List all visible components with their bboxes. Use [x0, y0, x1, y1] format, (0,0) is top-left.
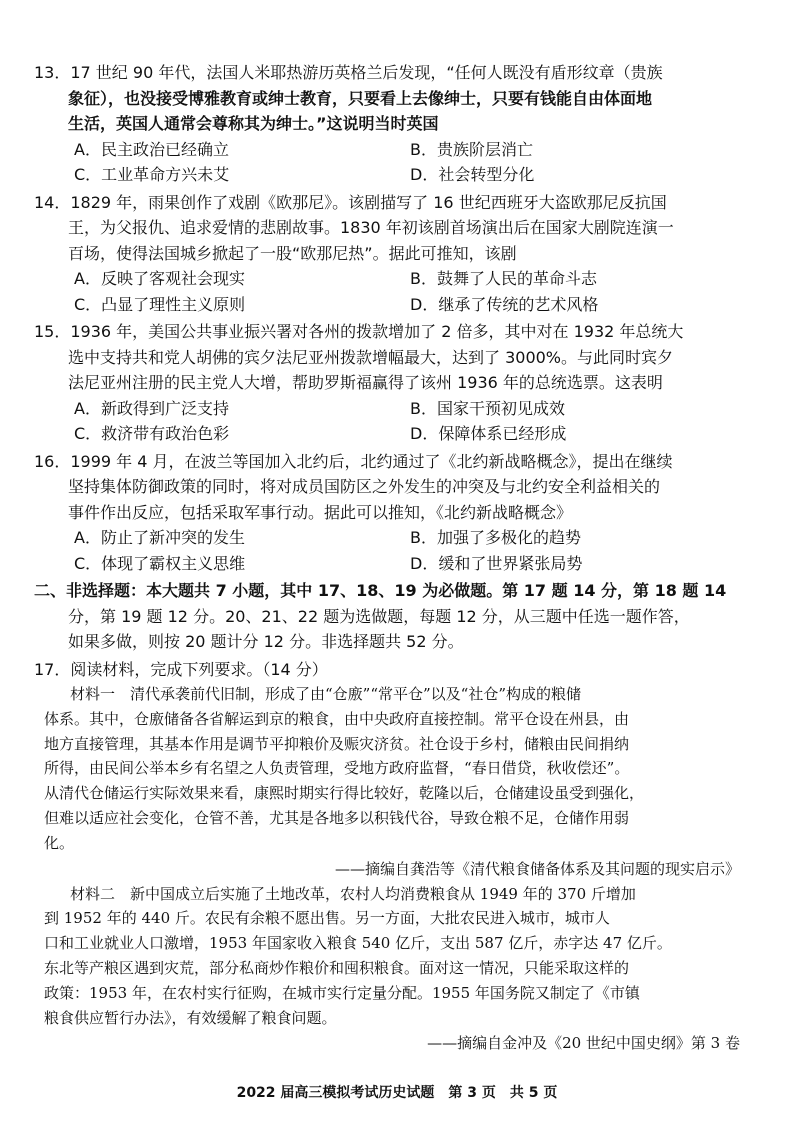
material-2-line: 到 1952 年的 440 斤。农民有余粮不愿出售。另一方面，大批农民进入城市，城市人: [44, 909, 610, 928]
question-15-stem-line-3: 法尼亚州注册的民主党人大增，帮助罗斯福赢得了该州 1936 年的总统选票。这表明: [68, 373, 663, 392]
question-15-stem-line-1: 15．1936 年，美国公共事业振兴署对各州的拨款增加了 2 倍多，其中对在 1932 年总统大: [34, 322, 684, 341]
question-16-stem-line-3: 事件作出反应，包括采取军事行动。据此可以推知，《北约新战略概念》: [68, 502, 573, 522]
material-2-line: 政策：1953 年，在农村实行征购，在城市实行定量分配。1955 年国务院又制定了《市镇: [44, 983, 640, 1002]
option-d: D．保障体系已经形成: [410, 424, 567, 443]
question-15: [34, 319, 746, 447]
option-c: C．工业革命方兴未艾: [74, 165, 230, 184]
option-d: D．社会转型分化: [410, 165, 535, 184]
option-b: B．国家干预初见成效: [410, 398, 565, 418]
option-c: C．凸显了理性主义原则: [74, 294, 246, 314]
option-a: A．反映了客观社会现实: [74, 269, 245, 288]
question-14-options: [34, 266, 746, 317]
section-2-line-2: 分，第 19 题 12 分。20、21、22 题为选做题，每题 12 分，从三题中任选一题作答，: [68, 606, 690, 626]
material-1-line: 化。: [44, 833, 75, 852]
option-a: A．新政得到广泛支持: [74, 398, 229, 418]
material-2-line: 材料二 新中国成立后实施了土地改革，农村人均消费粮食从 1949 年的 370 斤增加: [70, 884, 636, 903]
material-1-line: 材料一 清代承袭前代旧制，形成了由“仓廒”“常平仓”以及“社仓”构成的粮储: [70, 685, 582, 703]
material-1-line: 所得，由民间公举本乡有名望之人负责管理，受地方政府监督，“春日借贷，秋收偿还”。: [44, 759, 630, 778]
option-c: C．救济带有政治色彩: [74, 424, 230, 443]
material-1: [34, 682, 746, 882]
question-17: [34, 657, 746, 1057]
material-2-line: 口和工业就业人口激增，1953 年国家收入粮食 540 亿斤，支出 587 亿斤，赤字达 47 亿斤。: [44, 934, 672, 953]
option-d: D．继承了传统的艺术风格: [410, 294, 599, 314]
question-13-stem-line-1: 13．17 世纪 90 年代，法国人米耶热游历英格兰后发现，“任何人既没有盾形纹章（贵族: [34, 63, 663, 82]
material-2: [34, 882, 746, 1057]
page-footer: 2022 届高三模拟考试历史试题 第 3 页 共 5 页: [236, 1085, 558, 1101]
question-17-title: 17．阅读材料，完成下列要求。（14 分）: [34, 659, 328, 679]
question-16: [34, 449, 746, 577]
question-14: [34, 190, 746, 318]
question-15-options: [34, 396, 746, 447]
material-1-line: 地方直接管理，其基本作用是调节平抑粮价及赈灾济贫。社仓设于乡村，储粮由民间捐纳: [44, 734, 630, 753]
material-1-source: ——摘编自龚浩等《清代粮食储备体系及其问题的现实启示》: [334, 859, 740, 878]
option-a: A．防止了新冲突的发生: [74, 528, 245, 547]
material-2-line: 粮食供应暂行办法》，有效缓解了粮食问题。: [44, 1008, 337, 1027]
option-a: A．民主政治已经确立: [74, 139, 229, 159]
material-2-line: 东北等产粮区遇到灾荒，部分私商炒作粮价和囤积粮食。面对这一情况，只能采取这样的: [44, 958, 630, 977]
option-b: B．鼓舞了人民的革命斗志: [410, 269, 597, 288]
section-2-instructions: [34, 578, 746, 655]
question-15-stem-line-2: 选中支持共和党人胡佛的宾夕法尼亚州拨款增幅最大，达到了 3000%。与此同时宾夕: [68, 347, 674, 367]
question-13-stem-line-3: 生活，英国人通常会尊称其为绅士。”这说明当时英国: [68, 114, 439, 133]
material-1-line: 体系。其中，仓廒储备各省解运到京的粮食，由中央政府直接控制。常平仓设在州县，由: [44, 709, 630, 728]
question-14-stem-line-3: 百场，使得法国城乡掀起了一股“欧那尼热”。据此可推知，该剧: [68, 243, 517, 263]
question-13-stem-line-2: 象征），也没接受博雅教育或绅士教育，只要看上去像绅士，只要有钱能自由体面地: [68, 88, 653, 108]
question-14-stem-line-1: 14．1829 年，雨果创作了戏剧《欧那尼》。该剧描写了 16 世纪西班牙大盗欧那尼反抗国: [34, 192, 667, 212]
question-16-stem-line-1: 16．1999 年 4 月，在波兰等国加入北约后，北约通过了《北约新战略概念》，提出在继续: [34, 451, 673, 471]
option-d: D．缓和了世界紧张局势: [410, 553, 583, 573]
material-1-line: 但难以适应社会变化，仓管不善，尤其是各地多以积钱代谷，导致仓粮不足，仓储作用弱: [44, 808, 630, 827]
section-2-line-1: 二、非选择题：本大题共 7 小题，其中 17、18、19 为必做题。第 17 题 14 分，第 18 题 14: [34, 581, 727, 600]
question-14-stem-line-2: 王，为父报仇、追求爱情的悲剧故事。1830 年初该剧首场演出后在国家大剧院连演一: [68, 218, 674, 237]
question-16-stem-line-2: 坚持集体防御政策的同时，将对成员国防区之外发生的冲突及与北约安全利益相关的: [68, 477, 661, 496]
option-b: B．贵族阶层消亡: [410, 139, 533, 159]
question-16-options: [34, 525, 746, 576]
question-13-options: [34, 137, 746, 188]
section-2-line-3: 如果多做，则按 20 题计分 12 分。非选择题共 52 分。: [68, 632, 464, 651]
option-b: B．加强了多极化的趋势: [410, 528, 581, 547]
option-c: C．体现了霸权主义思维: [74, 553, 246, 573]
material-1-line: 从清代仓储运行实际效果来看，康熙时期实行得比较好，乾隆以后，仓储建设虽受到强化，: [44, 784, 645, 803]
material-2-source: ——摘编自金冲及《20 世纪中国史纲》第 3 卷: [427, 1034, 740, 1053]
question-13: [34, 60, 746, 188]
